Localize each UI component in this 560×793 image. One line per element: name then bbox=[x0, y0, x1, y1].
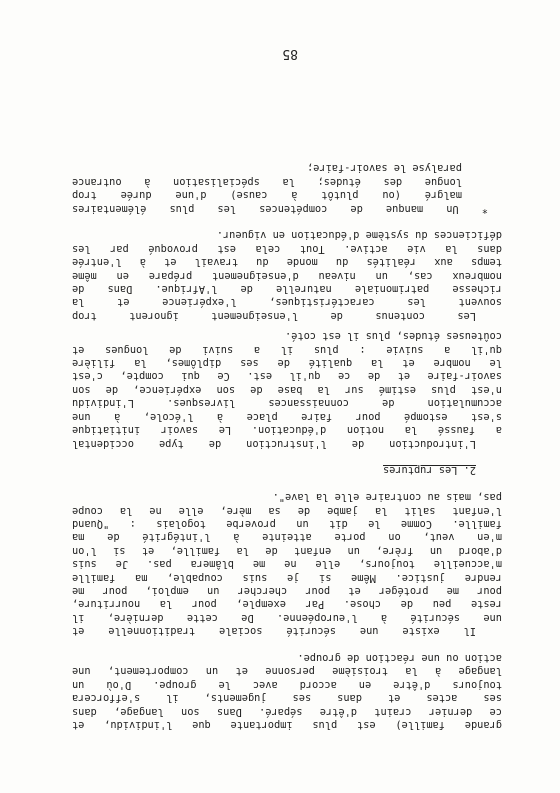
footnote-line: longue des études; la spécialisation à outrance bbox=[72, 175, 462, 188]
text-line: reste peu de chose. Par exemple, pour la nourriture, bbox=[72, 598, 502, 611]
footnote-line: * Un manque de compétences les plus élémentaires bbox=[72, 202, 488, 215]
text-line: ses actes et dans ses jugements, il s'efforcera bbox=[72, 692, 502, 705]
text-line: savoir-faire et de ce qu'il est. Ce qui compte, c'est bbox=[72, 370, 502, 383]
paragraph-contenus bbox=[72, 228, 502, 322]
text-line: famille. Comme le dit un proverbe togolais : "Quand bbox=[72, 517, 502, 530]
text-line: action ou une réaction de groupe. bbox=[297, 651, 502, 664]
text-line: n'est plus estimé sur la base de son expérience, de son bbox=[72, 383, 502, 396]
text-line: coûteuses études, plus il est coté. bbox=[285, 330, 502, 343]
text-line: l'enfant salit la jambe de sa mère, elle ne la coupe bbox=[72, 504, 502, 517]
text-line: dans la vie active. Tout cela est provoqué par les bbox=[72, 242, 502, 255]
footnote-line: paralyse le savoir-faire; bbox=[307, 162, 462, 175]
text-line: a faussé la notion d'éducation. Le savoir initiatique bbox=[72, 424, 502, 437]
paragraph-instruction bbox=[72, 329, 502, 450]
text-line: Les contenus de l'enseignement ignorent trop bbox=[72, 309, 476, 322]
text-line: toujours d'être en accord avec le groupe. D'où un bbox=[72, 678, 502, 691]
text-line: une sécurité à l'européenne. De cette dernière, il bbox=[72, 611, 502, 624]
text-line: qu'il a suivie : plus il a suivi de longues et bbox=[72, 343, 502, 356]
footnote-line: malgré (ou plutôt à cause) d'une durée trop bbox=[72, 189, 462, 202]
text-line: L'introduction de l'instruction de type occidental bbox=[72, 437, 476, 450]
page-number: 85 bbox=[282, 46, 298, 61]
text-line: le nombre et la qualité de ses diplômes, la filière bbox=[72, 357, 502, 370]
text-line: grande famille) est plus importante que l'individu, et bbox=[72, 719, 502, 731]
text-line: pas, mais au contraire elle la lave". bbox=[272, 491, 502, 504]
text-line: pour me protéger et pour chercher un emploi, pour me bbox=[72, 584, 502, 597]
text-line: richesse patrimoniale naturelle de l'Afrique. Dans de bbox=[72, 283, 502, 296]
text-line: accumulation de connaissances livresques. L'individu bbox=[72, 397, 502, 410]
text-line: m'accueille toujours, elle ne me blâmera pas. Je suis bbox=[72, 558, 502, 571]
text-line: rendre justice. Même si je suis coupable, ma famille bbox=[72, 571, 502, 584]
text-line: d'abord un frère, un enfant de la famille, et si l'on bbox=[72, 544, 502, 557]
paragraph-continuation bbox=[72, 651, 502, 731]
text-line: s'est estompé pour faire place à l'école, à une bbox=[72, 410, 502, 423]
text-line: ce dernier craint d'être séparé. Dans son langage, dans bbox=[72, 705, 502, 718]
page-body bbox=[72, 161, 502, 731]
text-line: Il existe une sécurité sociale traditionnelle et bbox=[72, 625, 476, 638]
text-line: nombreux cas, un niveau d'enseignement prépare en même bbox=[72, 269, 502, 282]
text-line: langage à la troisième personne et un comportement, une bbox=[72, 665, 502, 678]
section-heading: 2. Les ruptures bbox=[383, 464, 476, 477]
text-line: m'en veut, on porte atteinte à l'intégrité de ma bbox=[72, 531, 502, 544]
footnote-block bbox=[72, 161, 502, 215]
text-line: souvent les caractéristiques, l'expérience et la bbox=[72, 296, 502, 309]
paragraph-securite-sociale bbox=[72, 490, 502, 637]
text-line: temps aux réalités du monde du travail et à l'entrée bbox=[72, 256, 502, 269]
text-line: déficiences du système d'éducation en vigueur. bbox=[216, 229, 502, 242]
